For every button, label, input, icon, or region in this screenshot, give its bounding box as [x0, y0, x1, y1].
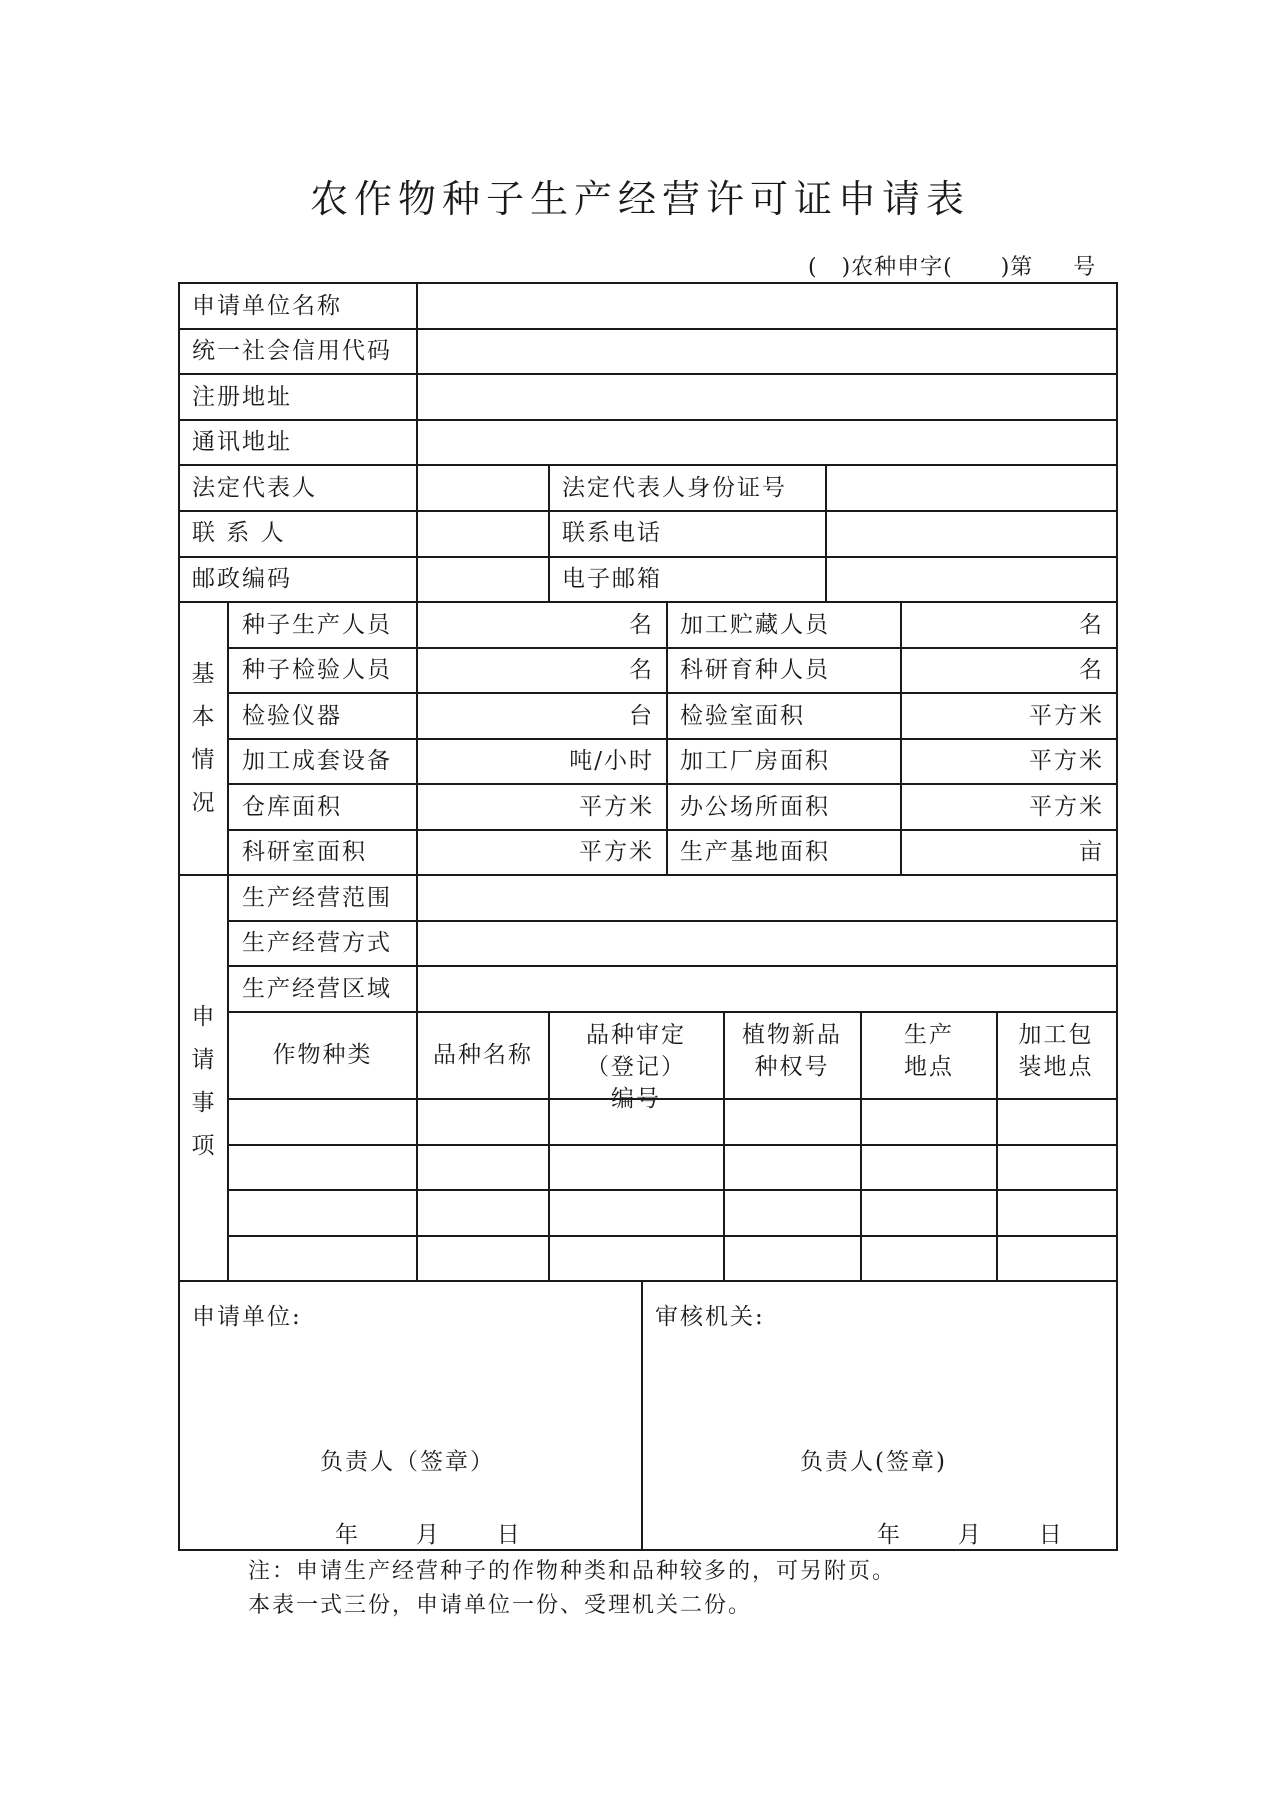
column-header: 作物种类: [272, 1042, 373, 1068]
applicant-date: 年 月 日: [335, 1522, 522, 1548]
label-applicant-name: 申请单位名称: [192, 293, 342, 319]
column-header: 加工包装地点: [1018, 1022, 1094, 1080]
basic-item-label: 加工成套设备: [242, 748, 392, 774]
label-credit-code: 统一社会信用代码: [192, 338, 392, 364]
basic-item-label: 科研室面积: [242, 839, 367, 865]
basic-item-label: 加工贮藏人员: [680, 612, 830, 638]
basic-item-label: 办公场所面积: [680, 794, 830, 820]
label-region: 生产经营区域: [242, 976, 392, 1002]
form-title: 农作物种子生产经营许可证申请表: [309, 177, 970, 221]
basic-item-unit: 名: [629, 657, 654, 683]
label-registered-address: 注册地址: [192, 384, 292, 410]
basic-item-label: 检验室面积: [680, 703, 805, 729]
label-scope: 生产经营范围: [242, 885, 392, 911]
reviewer-responsible-signature: 负责人(签章): [800, 1449, 947, 1475]
note-line: 注：申请生产经营种子的作物种类和品种较多的，可另附页。: [248, 1559, 897, 1584]
label-contact-phone: 联系电话: [562, 520, 662, 546]
basic-item-unit: 平方米: [1029, 748, 1104, 774]
label-legal-rep-id: 法定代表人身份证号: [562, 475, 787, 501]
column-header: 品种名称: [433, 1042, 533, 1068]
basic-item-unit: 平方米: [579, 839, 654, 865]
basic-item-label: 仓库面积: [242, 794, 342, 820]
label-applicant-unit: 申请单位:: [192, 1304, 302, 1330]
document-number: ( )农种申字( )第 号: [808, 255, 1097, 280]
basic-item-label: 检验仪器: [242, 703, 342, 729]
basic-item-unit: 名: [629, 612, 654, 638]
reviewer-date: 年 月 日: [877, 1522, 1064, 1548]
basic-item-unit: 平方米: [579, 794, 654, 820]
label-mode: 生产经营方式: [242, 930, 392, 956]
basic-item-unit: 吨/小时: [569, 748, 654, 774]
label-email: 电子邮箱: [562, 566, 662, 592]
applicant-responsible-signature: 负责人（签章）: [320, 1449, 495, 1475]
basic-item-label: 科研育种人员: [680, 657, 830, 683]
basic-item-unit: 名: [1079, 612, 1104, 638]
basic-item-unit: 台: [629, 703, 654, 729]
basic-item-unit: 亩: [1079, 839, 1104, 865]
column-header: 品种审定（登记）编号: [586, 1022, 686, 1112]
basic-item-label: 种子生产人员: [242, 612, 392, 638]
basic-item-unit: 名: [1079, 657, 1104, 683]
basic-item-label: 生产基地面积: [680, 839, 830, 865]
label-mailing-address: 通讯地址: [192, 429, 292, 455]
section-application-label: 申 请 事 项: [191, 1004, 215, 1159]
basic-item-label: 加工厂房面积: [680, 748, 830, 774]
section-basic-label: 基 本 情 况: [191, 661, 215, 816]
label-postcode: 邮政编码: [192, 566, 292, 592]
basic-item-unit: 平方米: [1029, 794, 1104, 820]
label-contact: 联 系 人: [192, 520, 286, 546]
column-header: 生产地点: [904, 1022, 954, 1080]
label-reviewing-authority: 审核机关:: [655, 1304, 765, 1330]
basic-item-label: 种子检验人员: [242, 657, 392, 683]
note-line: 本表一式三份，申请单位一份、受理机关二份。: [248, 1593, 753, 1618]
basic-item-unit: 平方米: [1029, 703, 1104, 729]
column-header: 植物新品种权号: [742, 1022, 842, 1080]
label-legal-rep: 法定代表人: [192, 475, 317, 501]
